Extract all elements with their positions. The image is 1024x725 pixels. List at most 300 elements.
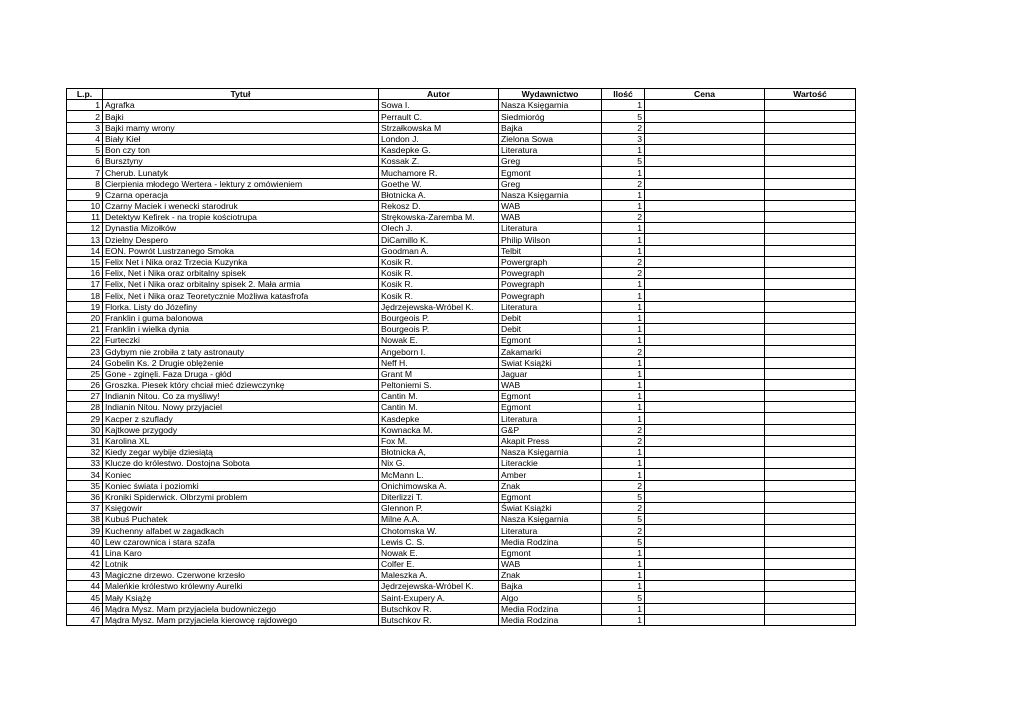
cell-publisher: Literatura (499, 223, 602, 234)
cell-title: Bursztyny (103, 156, 379, 167)
cell-lp: 11 (67, 212, 103, 223)
cell-lp: 13 (67, 234, 103, 245)
cell-price (645, 212, 765, 223)
cell-publisher: Literatura (499, 525, 602, 536)
cell-publisher: Świat Książki (499, 502, 602, 513)
cell-publisher: Egmont (499, 335, 602, 346)
table-row (67, 469, 856, 480)
cell-quantity: 2 (602, 525, 645, 536)
cell-title: Furteczki (103, 335, 379, 346)
cell-title: Czarna operacja (103, 189, 379, 200)
cell-lp: 28 (67, 402, 103, 413)
cell-value (765, 133, 856, 144)
cell-quantity: 2 (602, 178, 645, 189)
table-row (67, 536, 856, 547)
cell-author: Błotnicka A. (379, 189, 499, 200)
cell-quantity: 1 (602, 245, 645, 256)
cell-value (765, 245, 856, 256)
cell-value (765, 189, 856, 200)
cell-lp: 19 (67, 301, 103, 312)
book-list-table (66, 88, 856, 626)
cell-title: Kacper z szuflady (103, 413, 379, 424)
table-row (67, 547, 856, 558)
cell-publisher: Zielona Sowa (499, 133, 602, 144)
cell-title: Cierpienia młodego Wertera - lektury z omówieniem (103, 178, 379, 189)
table-row (67, 502, 856, 513)
cell-title: Franklin i wielka dynia (103, 323, 379, 334)
cell-title: Bajki (103, 111, 379, 122)
cell-title: Karolina XL (103, 435, 379, 446)
cell-value (765, 290, 856, 301)
table-row (67, 178, 856, 189)
cell-quantity: 5 (602, 536, 645, 547)
cell-title: Biały Kieł (103, 133, 379, 144)
cell-lp: 40 (67, 536, 103, 547)
table-row (67, 290, 856, 301)
table-row (67, 346, 856, 357)
cell-quantity: 2 (602, 212, 645, 223)
cell-price (645, 234, 765, 245)
cell-author: Perrault C. (379, 111, 499, 122)
cell-quantity: 1 (602, 167, 645, 178)
cell-lp: 34 (67, 469, 103, 480)
cell-price (645, 558, 765, 569)
cell-author: Olech J. (379, 223, 499, 234)
cell-title: Detektyw Kefirek - na tropie kościotrupa (103, 212, 379, 223)
cell-author: Kownacka M. (379, 424, 499, 435)
cell-author: Goethe W. (379, 178, 499, 189)
table-row (67, 447, 856, 458)
cell-title: Kajtkowe przygody (103, 424, 379, 435)
table-row (67, 435, 856, 446)
cell-author: Rekosz D. (379, 200, 499, 211)
cell-title: Mądra Mysz. Mam przyjaciela budowniczego (103, 603, 379, 614)
cell-publisher: Swiat Książki (499, 357, 602, 368)
cell-quantity: 1 (602, 581, 645, 592)
cell-lp: 20 (67, 312, 103, 323)
table-row (67, 424, 856, 435)
cell-quantity: 5 (602, 514, 645, 525)
cell-publisher: Powegraph (499, 290, 602, 301)
cell-publisher: Philip Wilson (499, 234, 602, 245)
cell-value (765, 357, 856, 368)
cell-price (645, 223, 765, 234)
cell-title: Florka. Listy do Józefiny (103, 301, 379, 312)
cell-quantity: 2 (602, 122, 645, 133)
cell-lp: 21 (67, 323, 103, 334)
cell-title: Gobelin Ks. 2 Drugie oblężenie (103, 357, 379, 368)
cell-quantity: 2 (602, 346, 645, 357)
cell-lp: 24 (67, 357, 103, 368)
cell-lp: 14 (67, 245, 103, 256)
table-row (67, 111, 856, 122)
cell-quantity: 1 (602, 100, 645, 111)
cell-title: Kroniki Spiderwick. Olbrzymi problem (103, 491, 379, 502)
table-row (67, 268, 856, 279)
cell-value (765, 379, 856, 390)
cell-title: Felix, Net i Nika oraz Teoretycznie Możliwa katasfrofa (103, 290, 379, 301)
cell-author: Kosik R. (379, 268, 499, 279)
cell-value (765, 256, 856, 267)
cell-value (765, 111, 856, 122)
cell-lp: 9 (67, 189, 103, 200)
header-value: Wartość (765, 89, 856, 100)
cell-quantity: 1 (602, 547, 645, 558)
table-row (67, 189, 856, 200)
cell-author: Kosik R. (379, 279, 499, 290)
cell-author: DiCamillo K. (379, 234, 499, 245)
cell-quantity: 1 (602, 301, 645, 312)
cell-publisher: WAB (499, 558, 602, 569)
cell-quantity: 1 (602, 279, 645, 290)
cell-value (765, 402, 856, 413)
cell-publisher: Egmont (499, 547, 602, 558)
cell-price (645, 581, 765, 592)
table-row (67, 234, 856, 245)
cell-quantity: 1 (602, 368, 645, 379)
cell-value (765, 100, 856, 111)
table-row (67, 558, 856, 569)
cell-title: Dynastia Mizołków (103, 223, 379, 234)
cell-price (645, 603, 765, 614)
cell-author: Nowak E. (379, 547, 499, 558)
cell-author: Diterlizzi T. (379, 491, 499, 502)
cell-price (645, 100, 765, 111)
cell-price (645, 570, 765, 581)
cell-value (765, 558, 856, 569)
cell-title: Czarny Maciek i wenecki starodruk (103, 200, 379, 211)
cell-author: Nowak E. (379, 335, 499, 346)
cell-quantity: 5 (602, 111, 645, 122)
cell-title: Mały Książę (103, 592, 379, 603)
cell-publisher: Bajka (499, 581, 602, 592)
cell-publisher: Powegraph (499, 279, 602, 290)
table-row (67, 391, 856, 402)
cell-quantity: 1 (602, 413, 645, 424)
table-row (67, 413, 856, 424)
cell-price (645, 268, 765, 279)
cell-value (765, 391, 856, 402)
cell-price (645, 357, 765, 368)
cell-value (765, 592, 856, 603)
cell-publisher: Siedmioróg (499, 111, 602, 122)
cell-publisher: Nasza Księgarnia (499, 189, 602, 200)
cell-author: Błotnicka A, (379, 447, 499, 458)
cell-value (765, 279, 856, 290)
cell-lp: 1 (67, 100, 103, 111)
cell-value (765, 424, 856, 435)
header-price: Cena (645, 89, 765, 100)
cell-price (645, 178, 765, 189)
cell-author: Bourgeois P. (379, 312, 499, 323)
table-row (67, 335, 856, 346)
cell-lp: 37 (67, 502, 103, 513)
cell-quantity: 3 (602, 133, 645, 144)
cell-title: Kubuś Puchatek (103, 514, 379, 525)
cell-title: Klucze do królestwo. Dostojna Sobota (103, 458, 379, 469)
cell-author: McMann L. (379, 469, 499, 480)
cell-title: Bajki mamy wrony (103, 122, 379, 133)
cell-value (765, 435, 856, 446)
cell-price (645, 133, 765, 144)
cell-author: Onichimowska A. (379, 480, 499, 491)
cell-price (645, 379, 765, 390)
cell-lp: 31 (67, 435, 103, 446)
table-row (67, 570, 856, 581)
cell-value (765, 312, 856, 323)
cell-price (645, 514, 765, 525)
cell-lp: 16 (67, 268, 103, 279)
cell-price (645, 156, 765, 167)
cell-lp: 18 (67, 290, 103, 301)
cell-title: Gone - zginęli. Faza Druga - głód (103, 368, 379, 379)
cell-title: Gdybym nie zrobiła z taty astronauty (103, 346, 379, 357)
table-row (67, 592, 856, 603)
table-row (67, 279, 856, 290)
cell-price (645, 111, 765, 122)
table-row (67, 256, 856, 267)
cell-lp: 27 (67, 391, 103, 402)
table-row (67, 368, 856, 379)
cell-publisher: Literatura (499, 144, 602, 155)
cell-price (645, 391, 765, 402)
cell-lp: 32 (67, 447, 103, 458)
cell-author: Cantin M. (379, 402, 499, 413)
cell-price (645, 435, 765, 446)
cell-lp: 6 (67, 156, 103, 167)
cell-lp: 4 (67, 133, 103, 144)
cell-author: Jędrzejewska-Wróbel K. (379, 301, 499, 312)
cell-publisher: Algo (499, 592, 602, 603)
cell-value (765, 581, 856, 592)
cell-publisher: Nasza Księgarnia (499, 514, 602, 525)
cell-publisher: Debit (499, 312, 602, 323)
table-row (67, 200, 856, 211)
cell-title: Felix Net i Nika oraz Trzecia Kuzynka (103, 256, 379, 267)
cell-lp: 10 (67, 200, 103, 211)
cell-publisher: Greg (499, 156, 602, 167)
cell-publisher: Media Rodzina (499, 536, 602, 547)
table-row (67, 525, 856, 536)
cell-price (645, 614, 765, 625)
cell-price (645, 368, 765, 379)
cell-title: Groszka. Piesek który chciał mieć dziewczynkę (103, 379, 379, 390)
cell-quantity: 1 (602, 402, 645, 413)
cell-price (645, 323, 765, 334)
cell-author: Milne A.A. (379, 514, 499, 525)
cell-lp: 17 (67, 279, 103, 290)
cell-author: Jędrzejewska-Wróbel K. (379, 581, 499, 592)
cell-quantity: 1 (602, 290, 645, 301)
cell-lp: 22 (67, 335, 103, 346)
cell-value (765, 525, 856, 536)
cell-value (765, 167, 856, 178)
cell-price (645, 502, 765, 513)
cell-title: Cherub. Lunatyk (103, 167, 379, 178)
cell-author: Muchamore R. (379, 167, 499, 178)
cell-price (645, 480, 765, 491)
cell-author: Peltoniemi S. (379, 379, 499, 390)
cell-quantity: 5 (602, 156, 645, 167)
cell-quantity: 1 (602, 357, 645, 368)
cell-quantity: 1 (602, 614, 645, 625)
cell-title: Lew czarownica i stara szafa (103, 536, 379, 547)
table-row (67, 514, 856, 525)
cell-price (645, 290, 765, 301)
cell-quantity: 1 (602, 223, 645, 234)
table-row (67, 312, 856, 323)
cell-publisher: Znak (499, 480, 602, 491)
cell-title: Lina Karo (103, 547, 379, 558)
cell-value (765, 156, 856, 167)
cell-value (765, 413, 856, 424)
cell-price (645, 592, 765, 603)
table-row (67, 603, 856, 614)
cell-price (645, 167, 765, 178)
cell-lp: 35 (67, 480, 103, 491)
cell-value (765, 447, 856, 458)
cell-value (765, 502, 856, 513)
cell-price (645, 144, 765, 155)
cell-publisher: Telbit (499, 245, 602, 256)
cell-author: Kossak Z. (379, 156, 499, 167)
cell-value (765, 335, 856, 346)
cell-publisher: G&P (499, 424, 602, 435)
table-row (67, 323, 856, 334)
cell-value (765, 144, 856, 155)
cell-author: Strzałkowska M (379, 122, 499, 133)
cell-quantity: 2 (602, 480, 645, 491)
cell-value (765, 480, 856, 491)
cell-price (645, 402, 765, 413)
cell-price (645, 312, 765, 323)
cell-author: Butschkov R. (379, 614, 499, 625)
cell-lp: 43 (67, 570, 103, 581)
table-row (67, 133, 856, 144)
cell-title: Bon czy ton (103, 144, 379, 155)
cell-author: Goodman A. (379, 245, 499, 256)
cell-lp: 25 (67, 368, 103, 379)
table-row (67, 357, 856, 368)
cell-lp: 3 (67, 122, 103, 133)
table-row (67, 491, 856, 502)
cell-publisher: Akapit Press (499, 435, 602, 446)
cell-quantity: 1 (602, 603, 645, 614)
table-row (67, 167, 856, 178)
cell-publisher: Egmont (499, 402, 602, 413)
cell-title: Koniec (103, 469, 379, 480)
cell-title: Kiedy zegar wybije dziesiątą (103, 447, 379, 458)
cell-value (765, 603, 856, 614)
table-row (67, 379, 856, 390)
cell-title: Kuchenny alfabet w zagadkach (103, 525, 379, 536)
cell-value (765, 458, 856, 469)
cell-price (645, 301, 765, 312)
cell-price (645, 525, 765, 536)
cell-title: Maleńkie królestwo królewny Aurelki (103, 581, 379, 592)
cell-quantity: 2 (602, 502, 645, 513)
cell-title: Felix, Net i Nika oraz orbitalny spisek 2. Mała armia (103, 279, 379, 290)
cell-author: Kasdepke G. (379, 144, 499, 155)
cell-author: London J. (379, 133, 499, 144)
cell-publisher: Nasza Księgarnia (499, 447, 602, 458)
cell-quantity: 2 (602, 256, 645, 267)
cell-lp: 47 (67, 614, 103, 625)
cell-price (645, 547, 765, 558)
cell-title: Lotnik (103, 558, 379, 569)
cell-price (645, 536, 765, 547)
cell-price (645, 469, 765, 480)
table-row (67, 122, 856, 133)
cell-author: Chotomska W. (379, 525, 499, 536)
cell-lp: 46 (67, 603, 103, 614)
cell-title: Magiczne drzewo. Czerwone krzesło (103, 570, 379, 581)
cell-price (645, 458, 765, 469)
table-row (67, 212, 856, 223)
cell-author: Sowa I. (379, 100, 499, 111)
cell-lp: 39 (67, 525, 103, 536)
cell-value (765, 122, 856, 133)
cell-publisher: Egmont (499, 167, 602, 178)
cell-lp: 45 (67, 592, 103, 603)
cell-author: Colfer E. (379, 558, 499, 569)
cell-value (765, 491, 856, 502)
cell-quantity: 2 (602, 424, 645, 435)
cell-title: Agrafka (103, 100, 379, 111)
cell-author: Strękowska-Zaremba M. (379, 212, 499, 223)
cell-lp: 15 (67, 256, 103, 267)
cell-price (645, 245, 765, 256)
cell-publisher: Literackie (499, 458, 602, 469)
header-quantity: Ilość (602, 89, 645, 100)
cell-author: Nix G. (379, 458, 499, 469)
cell-value (765, 200, 856, 211)
cell-lp: 29 (67, 413, 103, 424)
cell-quantity: 1 (602, 200, 645, 211)
cell-author: Kosik R. (379, 290, 499, 301)
cell-lp: 7 (67, 167, 103, 178)
cell-value (765, 536, 856, 547)
cell-author: Kosik R. (379, 256, 499, 267)
cell-value (765, 514, 856, 525)
table-row (67, 144, 856, 155)
table-row (67, 223, 856, 234)
cell-value (765, 212, 856, 223)
cell-price (645, 189, 765, 200)
cell-value (765, 301, 856, 312)
cell-author: Cantin M. (379, 391, 499, 402)
cell-author: Lewis C. S. (379, 536, 499, 547)
cell-price (645, 256, 765, 267)
cell-title: Indianin Nitou. Co za myśliwy! (103, 391, 379, 402)
cell-quantity: 1 (602, 558, 645, 569)
cell-publisher: Media Rodzina (499, 603, 602, 614)
cell-quantity: 2 (602, 435, 645, 446)
cell-lp: 38 (67, 514, 103, 525)
cell-title: Felix, Net i Nika oraz orbitalny spisek (103, 268, 379, 279)
cell-title: Indianin Nitou. Nowy przyjaciel (103, 402, 379, 413)
cell-lp: 33 (67, 458, 103, 469)
cell-publisher: Zakamarki (499, 346, 602, 357)
cell-value (765, 547, 856, 558)
cell-lp: 26 (67, 379, 103, 390)
cell-value (765, 223, 856, 234)
cell-price (645, 122, 765, 133)
table-row (67, 581, 856, 592)
cell-quantity: 1 (602, 570, 645, 581)
cell-quantity: 1 (602, 447, 645, 458)
cell-publisher: Powegraph (499, 268, 602, 279)
